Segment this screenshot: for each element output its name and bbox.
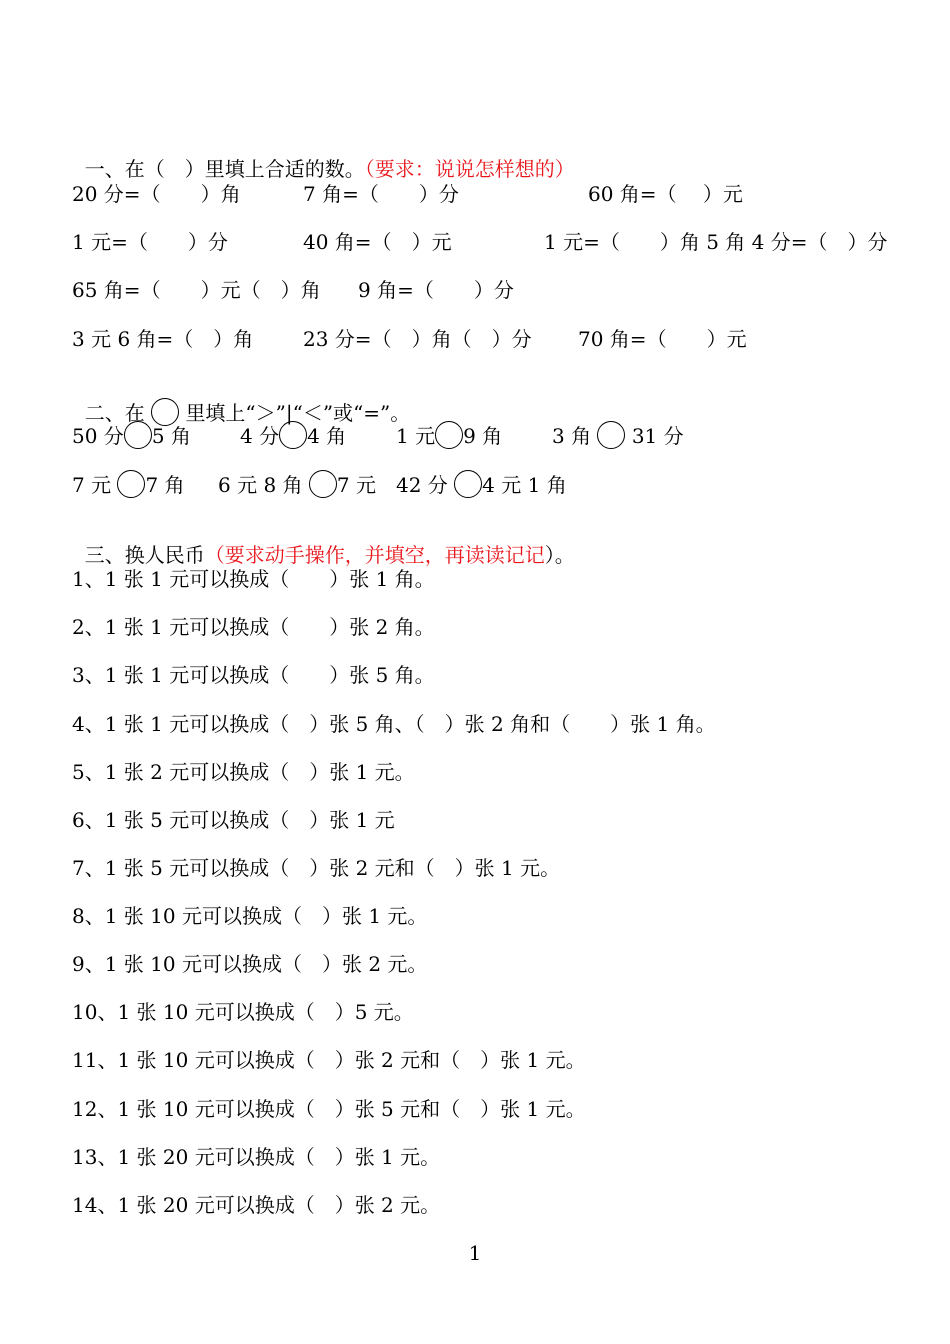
section3-heading	[72, 519, 575, 567]
section3-heading-pre: 三、换人民币	[84, 543, 205, 567]
compare-item: 42 分 4 元 1 角	[396, 470, 567, 498]
exchange-item: 4、1 张 1 元可以换成（ ）张 5 角、（ ）张 2 角和（ ）张 1 角。	[72, 712, 716, 736]
exchange-item: 2、1 张 1 元可以换成（ ）张 2 角。	[72, 615, 435, 639]
exchange-item: 14、1 张 20 元可以换成（ ）张 2 元。	[72, 1193, 441, 1217]
exchange-item: 3、1 张 1 元可以换成（ ）张 5 角。	[72, 663, 435, 687]
conversion-item: 70 角=（ ）元	[578, 327, 747, 351]
conversion-item: 20 分=（ ）角	[72, 182, 241, 206]
compare-item: 50 分 5 角	[72, 421, 191, 449]
section3-heading-red: （要求动手操作，并填空，再读读记记	[204, 543, 545, 567]
conversion-item: 60 角=（ ）元	[588, 182, 743, 206]
compare-circle[interactable]	[279, 421, 307, 449]
conversion-item: 9 角=（ ）分	[358, 278, 514, 302]
exchange-item: 10、1 张 10 元可以换成（ ）5 元。	[72, 1000, 414, 1024]
exchange-item: 11、1 张 10 元可以换成（ ）张 2 元和（ ）张 1 元。	[72, 1048, 586, 1072]
exchange-item: 13、1 张 20 元可以换成（ ）张 1 元。	[72, 1145, 441, 1169]
section3-heading-post: ）。	[544, 543, 575, 567]
section2-heading	[72, 374, 410, 426]
compare-item: 4 分 4 角	[240, 421, 346, 449]
section1-heading	[72, 133, 575, 181]
exchange-item: 12、1 张 10 元可以换成（ ）张 5 元和（ ）张 1 元。	[72, 1097, 586, 1121]
conversion-item: 65 角=（ ）元（ ）角	[72, 278, 321, 302]
section1-requirement: （要求：说说怎样想的）	[364, 157, 575, 181]
compare-circle[interactable]	[117, 470, 145, 498]
section2-heading-post: 里填上“＞”|“＜”或“=”。	[185, 401, 411, 425]
compare-circle[interactable]	[124, 421, 152, 449]
conversion-item: 23 分=（ ）角（ ）分	[303, 327, 532, 351]
compare-circle[interactable]	[597, 421, 625, 449]
exchange-item: 7、1 张 5 元可以换成（ ）张 2 元和（ ）张 1 元。	[72, 856, 561, 880]
compare-circle[interactable]	[435, 421, 463, 449]
page-number: 1	[468, 1241, 482, 1265]
exchange-item: 8、1 张 10 元可以换成（ ）张 1 元。	[72, 904, 428, 928]
compare-item: 7 元 7 角	[72, 470, 185, 498]
compare-circle[interactable]	[309, 470, 337, 498]
conversion-item: 40 角=（ ）元	[303, 230, 452, 254]
exchange-item: 1、1 张 1 元可以换成（ ）张 1 角。	[72, 567, 435, 591]
conversion-item: 1 元=（ ）分	[72, 230, 228, 254]
exchange-item: 6、1 张 5 元可以换成（ ）张 1 元	[72, 808, 395, 832]
conversion-item: 3 元 6 角=（ ）角	[72, 327, 254, 351]
conversion-item: 1 元=（ ）角 5 角 4 分=（ ）分	[544, 230, 888, 254]
conversion-item: 7 角=（ ）分	[303, 182, 459, 206]
compare-item: 1 元 9 角	[396, 421, 502, 449]
compare-item: 3 角 31 分	[552, 421, 684, 449]
exchange-item: 9、1 张 10 元可以换成（ ）张 2 元。	[72, 952, 428, 976]
compare-circle[interactable]	[454, 470, 482, 498]
exchange-item: 5、1 张 2 元可以换成（ ）张 1 元。	[72, 760, 415, 784]
section2-heading-pre: 二、在	[84, 401, 145, 425]
section1-heading-text: 一、在（ ）里填上合适的数。	[84, 157, 365, 181]
compare-item: 6 元 8 角 7 元	[218, 470, 376, 498]
